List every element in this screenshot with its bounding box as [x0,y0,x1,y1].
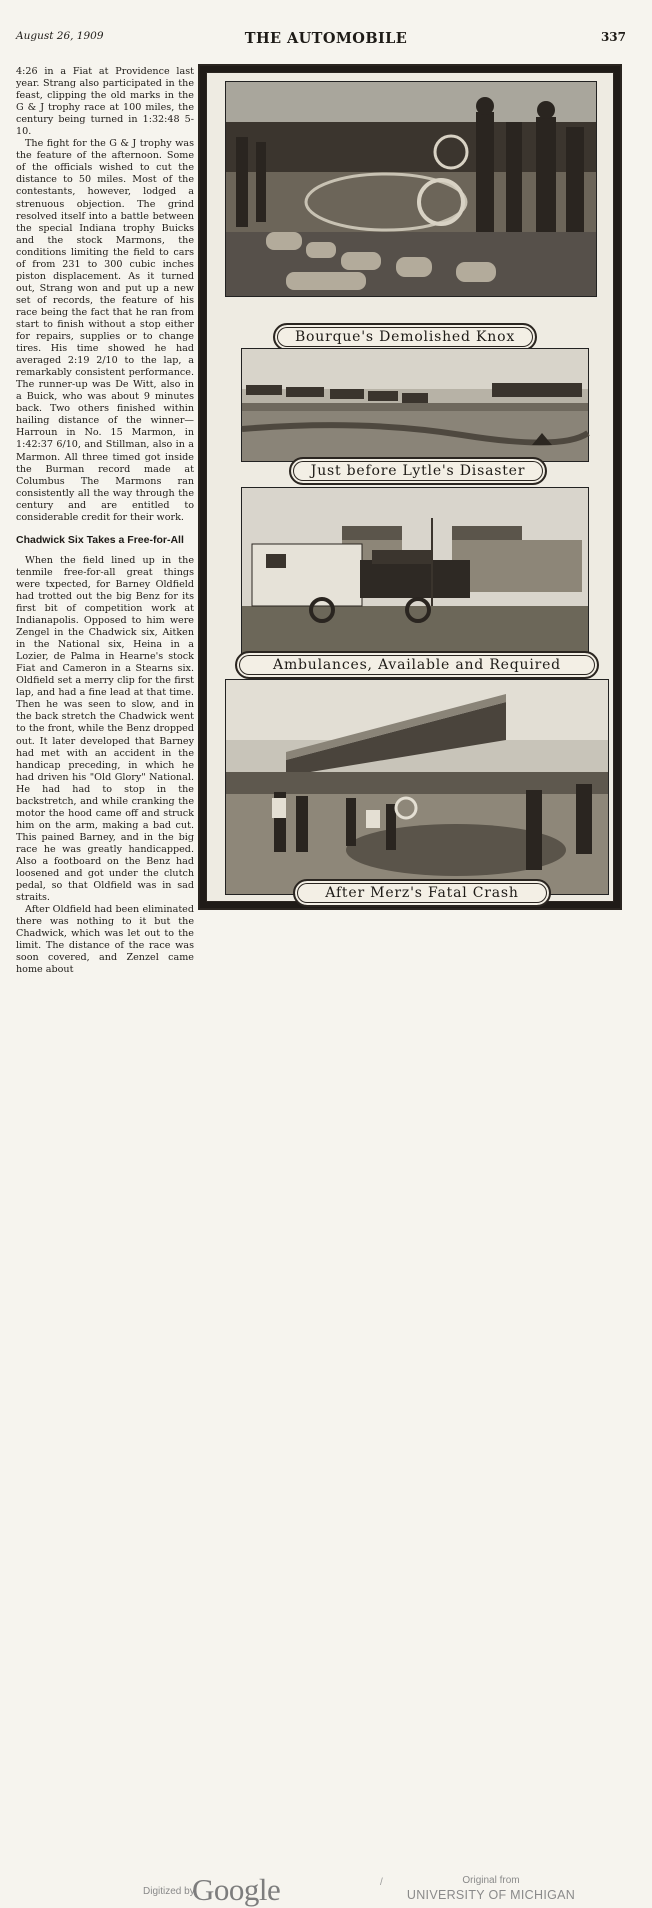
photo-merz-fatal-crash [225,679,609,895]
google-logo: Google [192,1872,281,1907]
caption-4 [293,879,551,907]
caption-1 [273,323,537,351]
photo-before-lytles-disaster [241,348,589,462]
caption-text: Just before Lytle's Disaster [289,457,547,485]
issue-date: August 26, 1909 [16,30,104,42]
article-paragraph: The fight for the G & J trophy was the feature of the afternoon. Some of the officials wished to cut the distance to 50 miles. Most of the contestants, however, lodged a strenuous objection. The grind resolved itself into a battle between the special Indiana trophy Buicks and the stock Marmons, the conditions limiting the field to cars of from 231 to 300 cubic inches piston displacement. As it turned out, Strang won and put up a new set of records, the feature of his race being the fact that he ran from start to finish without a stop either for repairs, supplies or to change tires. His time showed he had averaged 2:19 2/10 to the lap, a remarkably consistent performance. The runner-up was De Witt, also in a Buick, who was about 9 minutes back. Two others finished within hailing distance of the winner—Harroun in No. 15 Marmon, in 1:42:37 6/10, and Stillman, also in a Marmon. All three timed got inside the Burman record made at Columbus The Marmons ran consistently all the way through the century and are entitled to considerable credit for their work. [16,138,194,523]
article-paragraph: After Oldfield had been eliminated there was nothing to it but the Chadwick, which was let out to the limit. The distance of the race was soon covered, and Zenzel came home about [16,904,194,976]
original-from-label: Original from [462,1875,520,1886]
separator-mark: / [380,1877,383,1888]
caption-2 [289,457,547,485]
source-attribution [406,1875,576,1902]
article-paragraph: When the field lined up in the tenmile free-for-all great things were txpected, for Barney Oldfield had trotted out the big Benz for its first bit of competition work at Indianapolis. Opposed to him were Zengel in the Chadwick six, Aitken in the National six, Heina in a Lozier, de Palma in Hearne's stock Fiat and Cameron in a Stearns six. Oldfield set a merry clip for the first lap, and had a fine lead at that time. Then he was seen to slow, and in the back stretch the Chadwick went to the front, while the Benz dropped out. It later developed that Barney had met with an accident in the handicap preceding, in which he had driven his "Old Glory" National. He had had to stop in the backstretch, and while cranking the motor the hood came off and struck him on the arm, making a bad cut. This pained Barney, and in the big race he was greatly handicapped. Also a footboard on the Benz had loosened and got under the clutch pedal, so that Oldfield was in sad straits. [16,554,194,904]
digitized-by-label: Digitized by [143,1886,195,1897]
section-subheading: Chadwick Six Takes a Free-for-All [16,533,184,546]
photo-plate [206,72,614,902]
caption-3 [235,651,599,679]
page-number: 337 [600,30,626,44]
digitization-footer [0,935,652,1907]
institution-name: UNIVERSITY OF MICHIGAN [406,1888,576,1902]
photo-plate-frame [198,64,622,910]
photo-demolished-knox [225,81,597,297]
caption-text: Ambulances, Available and Required [235,651,599,679]
article-paragraph: 4:26 in a Fiat at Providence last year. Strang also participated in the feast, clipping the old marks in the G & J trophy race at 100 miles, the century being turned in 1:32:48 5-10. [16,66,194,138]
magazine-title: THE AUTOMOBILE [244,30,408,47]
caption-text: Bourque's Demolished Knox [273,323,537,351]
article-column [16,66,194,976]
caption-text: After Merz's Fatal Crash [293,879,551,907]
photo-ambulances [241,487,589,655]
